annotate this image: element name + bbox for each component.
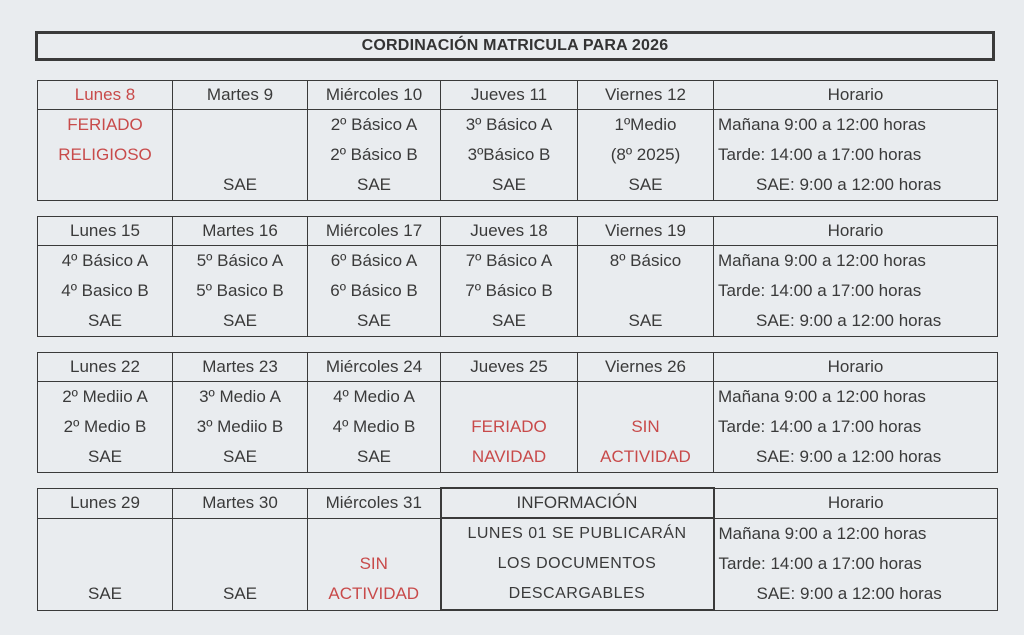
cell-line: (8º 2025)	[610, 145, 681, 164]
cell-line: SAE	[222, 447, 258, 466]
cell-line: SIN	[359, 553, 388, 573]
week-table-1	[37, 80, 998, 201]
cell-line: 3º Medio A	[199, 387, 281, 406]
cell-line: SAE	[356, 175, 392, 194]
week-table-2	[37, 216, 998, 337]
day-cell	[578, 382, 714, 473]
cell-line: SAE	[356, 447, 392, 466]
page-title: CORDINACIÓN MATRICULA PARA 2026	[35, 31, 995, 61]
day-cell	[308, 382, 441, 473]
cell-line: FERIADO	[67, 115, 143, 134]
day-cell	[441, 110, 578, 201]
cell-line	[308, 519, 440, 549]
day-header: Jueves 25	[441, 353, 578, 382]
cell-line: SAE	[222, 311, 258, 330]
week-table-4	[37, 487, 998, 611]
horario-tarde: Tarde: 14:00 a 17:00 horas	[718, 417, 922, 436]
cell-line	[173, 110, 307, 140]
cell-line: 4º Basico B	[61, 281, 149, 300]
cell-line	[578, 276, 713, 306]
horario-sae: SAE: 9:00 a 12:00 horas	[756, 175, 942, 194]
horario-header: Horario	[714, 81, 998, 110]
info-cell	[441, 518, 714, 610]
horario-header: Horario	[714, 353, 998, 382]
day-header: Lunes 8	[38, 81, 173, 110]
cell-line: SIN	[631, 417, 660, 436]
cell-line	[441, 382, 577, 412]
cell-line: 8º Básico	[609, 251, 682, 270]
cell-line: SAE	[222, 175, 258, 194]
cell-line	[578, 382, 713, 412]
horario-tarde: Tarde: 14:00 a 17:00 horas	[718, 281, 922, 300]
day-header: Martes 16	[173, 217, 308, 246]
day-header: Lunes 22	[38, 353, 173, 382]
cell-line: 3º Mediio B	[196, 417, 284, 436]
cell-line: SAE	[222, 583, 258, 603]
horario-manana: Mañana 9:00 a 12:00 horas	[718, 387, 926, 406]
horario-tarde: Tarde: 14:00 a 17:00 horas	[718, 145, 922, 164]
day-header: Lunes 15	[38, 217, 173, 246]
cell-line: SAE	[87, 583, 123, 603]
day-header: Martes 30	[173, 488, 308, 518]
day-cell	[173, 382, 308, 473]
cell-line: 4º Medio A	[333, 387, 415, 406]
cell-line: SAE	[356, 311, 392, 330]
horario-sae: SAE: 9:00 a 12:00 horas	[756, 447, 942, 466]
day-cell	[308, 518, 441, 610]
horario-sae: SAE: 9:00 a 12:00 horas	[756, 583, 942, 603]
cell-line: 2º Básico B	[330, 145, 418, 164]
horario-tarde: Tarde: 14:00 a 17:00 horas	[718, 553, 922, 573]
day-cell	[578, 246, 714, 337]
week-table-3	[37, 352, 998, 473]
cell-line: SAE	[87, 311, 123, 330]
day-cell	[38, 246, 173, 337]
horario-cell	[714, 246, 998, 337]
cell-line: SAE	[491, 175, 527, 194]
day-header: Jueves 11	[441, 81, 578, 110]
cell-line: 3ºBásico B	[467, 145, 551, 164]
horario-manana: Mañana 9:00 a 12:00 horas	[718, 251, 926, 270]
cell-line: 7º Básico A	[465, 251, 553, 270]
info-line: LOS DOCUMENTOS	[497, 555, 657, 572]
cell-line: SAE	[87, 447, 123, 466]
cell-line: 5º Básico A	[196, 251, 284, 270]
horario-manana: Mañana 9:00 a 12:00 horas	[718, 115, 926, 134]
info-line: DESCARGABLES	[508, 585, 646, 602]
day-cell	[173, 110, 308, 201]
cell-line: SAE	[491, 311, 527, 330]
day-header: Miércoles 10	[308, 81, 441, 110]
horario-cell	[714, 110, 998, 201]
day-cell	[441, 246, 578, 337]
horario-header: Horario	[714, 488, 998, 518]
info-header: INFORMACIÓN	[441, 488, 714, 518]
day-header: Miércoles 31	[308, 488, 441, 518]
cell-line: 6º Básico A	[330, 251, 418, 270]
info-line: LUNES 01 SE PUBLICARÁN	[467, 525, 687, 542]
day-header: Jueves 18	[441, 217, 578, 246]
cell-line: 5º Basico B	[196, 281, 284, 300]
day-cell	[441, 382, 578, 473]
day-cell	[38, 518, 173, 610]
day-cell	[38, 382, 173, 473]
cell-line: 2º Mediio A	[62, 387, 148, 406]
cell-line: SAE	[628, 311, 663, 330]
horario-sae: SAE: 9:00 a 12:00 horas	[756, 311, 942, 330]
cell-line: 2º Básico A	[330, 115, 418, 134]
horario-header: Horario	[714, 217, 998, 246]
cell-line	[173, 140, 307, 170]
cell-line: 3º Básico A	[465, 115, 553, 134]
day-cell	[38, 110, 173, 201]
cell-line: 2º Medio B	[63, 417, 147, 436]
day-cell	[578, 110, 714, 201]
cell-line: FERIADO	[471, 417, 547, 436]
day-header: Martes 9	[173, 81, 308, 110]
day-header: Martes 23	[173, 353, 308, 382]
cell-line: ACTIVIDAD	[328, 583, 420, 603]
cell-line: SAE	[628, 175, 663, 194]
cell-line: RELIGIOSO	[58, 145, 152, 164]
day-header: Lunes 29	[38, 488, 173, 518]
day-header: Viernes 26	[578, 353, 714, 382]
day-header: Miércoles 17	[308, 217, 441, 246]
cell-line	[173, 519, 307, 549]
day-cell	[173, 246, 308, 337]
day-header: Miércoles 24	[308, 353, 441, 382]
cell-line	[38, 170, 172, 200]
cell-line: ACTIVIDAD	[600, 447, 691, 466]
cell-line	[173, 549, 307, 579]
cell-line: 6º Básico B	[330, 281, 418, 300]
day-cell	[173, 518, 308, 610]
horario-manana: Mañana 9:00 a 12:00 horas	[718, 523, 927, 543]
day-header: Viernes 12	[578, 81, 714, 110]
cell-line: 7º Básico B	[465, 281, 553, 300]
horario-cell	[714, 382, 998, 473]
cell-line	[38, 519, 172, 549]
cell-line	[38, 549, 172, 579]
cell-line: 4º Medio B	[332, 417, 416, 436]
day-cell	[308, 246, 441, 337]
cell-line: NAVIDAD	[471, 447, 547, 466]
cell-line: 4º Básico A	[61, 251, 149, 270]
day-cell	[308, 110, 441, 201]
horario-cell	[714, 518, 998, 610]
day-header: Viernes 19	[578, 217, 714, 246]
cell-line: 1ºMedio	[614, 115, 677, 134]
